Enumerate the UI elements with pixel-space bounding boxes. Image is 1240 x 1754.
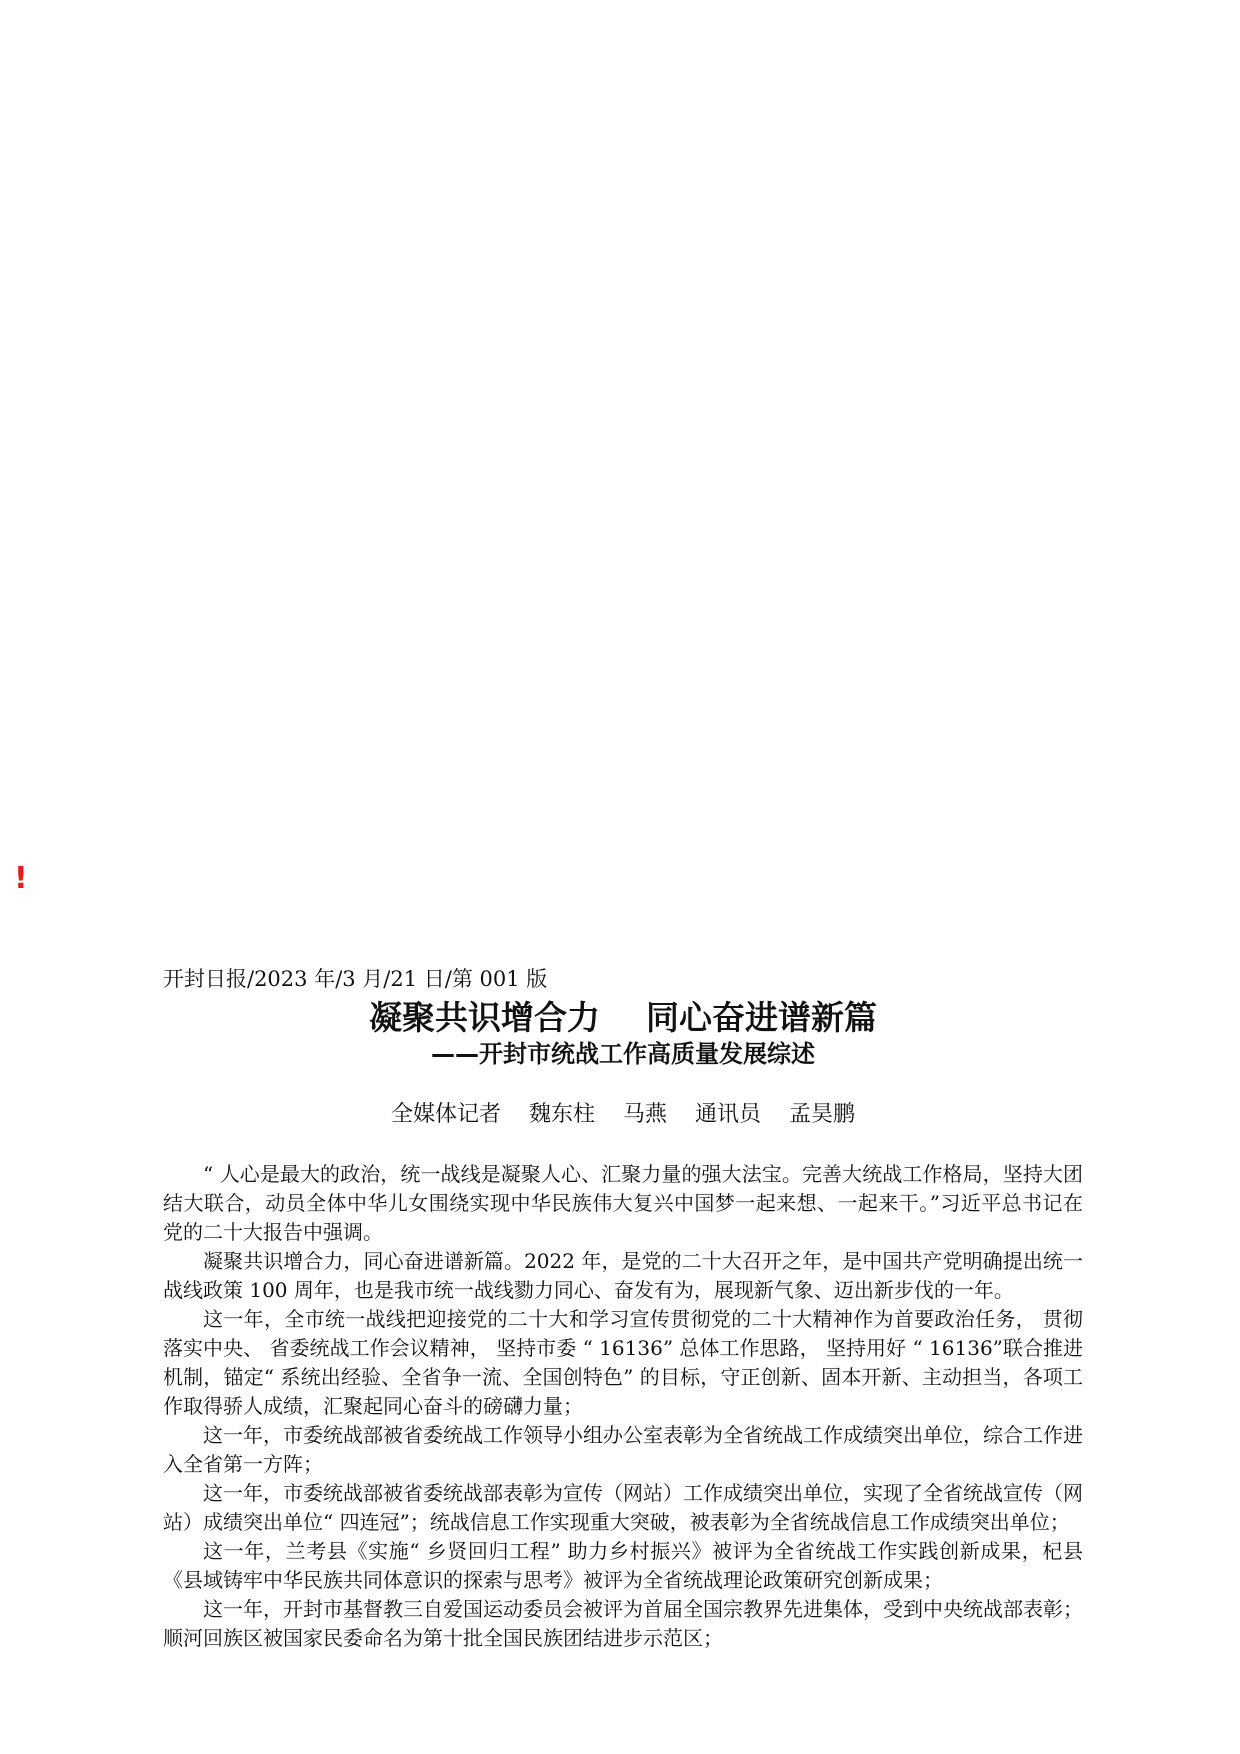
article-subtitle: ——开封市统战工作高质量发展综述	[431, 1040, 815, 1068]
paragraph: 这一年，兰考县《实施“ 乡贤回归工程” 助力乡村振兴》被评为全省统战工作实践创新成果，杞县《县域铸牢中华民族共同体意识的探索与思考》被评为全省统战理论政策研究创新成果；	[163, 1539, 1083, 1592]
paragraph: 这一年，市委统战部被省委统战部表彰为宣传（网站）工作成绩突出单位，实现了全省统战宣传（网站）成绩突出单位“ 四连冠”；统战信息工作实现重大突破，被表彰为全省统战信息工作成绩突出单位；	[163, 1481, 1083, 1534]
article-title: 凝聚共识增合力 同心奋进谱新篇	[369, 998, 877, 1037]
paragraph: 这一年，全市统一战线把迎接党的二十大和学习宣传贯彻党的二十大精神作为首要政治任务， 贯彻落实中央、 省委统战工作会议精神， 坚持市委 “ 16136” 总体工作思路， 坚持用好 “ 16136”联合推进机制，锚定“ 系统出经验、全省争一流、全国创特色” 的目标，守正创新、固本开新、主动担当，各项工作取得骄人成绩，汇聚起同心奋斗的磅礴力量；	[163, 1307, 1083, 1418]
paragraph: “ 人心是最大的政治，统一战线是凝聚人心、汇聚力量的强大法宝。完善大统战工作格局，坚持大团结大联合，动员全体中华儿女围绕实现中华民族伟大复兴中国梦一起来想、一起来干。”习近平总书记在党的二十大报告中强调。	[163, 1162, 1083, 1244]
article	[163, 964, 1083, 1653]
paragraph: 这一年，市委统战部被省委统战工作领导小组办公室表彰为全省统战工作成绩突出单位，综合工作进入全省第一方阵；	[163, 1423, 1083, 1476]
paragraph: 凝聚共识增合力，同心奋进谱新篇。2022 年，是党的二十大召开之年，是中国共产党明确提出统一战线政策 100 周年，也是我市统一战线勠力同心、奋发有为，展现新气象、迈出新步伐的一年。	[163, 1249, 1083, 1302]
source-line: 开封日报/2023 年/3 月/21 日/第 001 版	[163, 967, 548, 991]
red-exclamation-mark: !	[14, 861, 28, 896]
article-body	[163, 1160, 1083, 1653]
byline: 全媒体记者 魏东柱 马燕 通讯员 孟昊鹏	[391, 1102, 855, 1127]
paragraph: 这一年，开封市基督教三自爱国运动委员会被评为首届全国宗教界先进集体，受到中央统战部表彰；顺河回族区被国家民委命名为第十批全国民族团结进步示范区；	[163, 1597, 1083, 1650]
